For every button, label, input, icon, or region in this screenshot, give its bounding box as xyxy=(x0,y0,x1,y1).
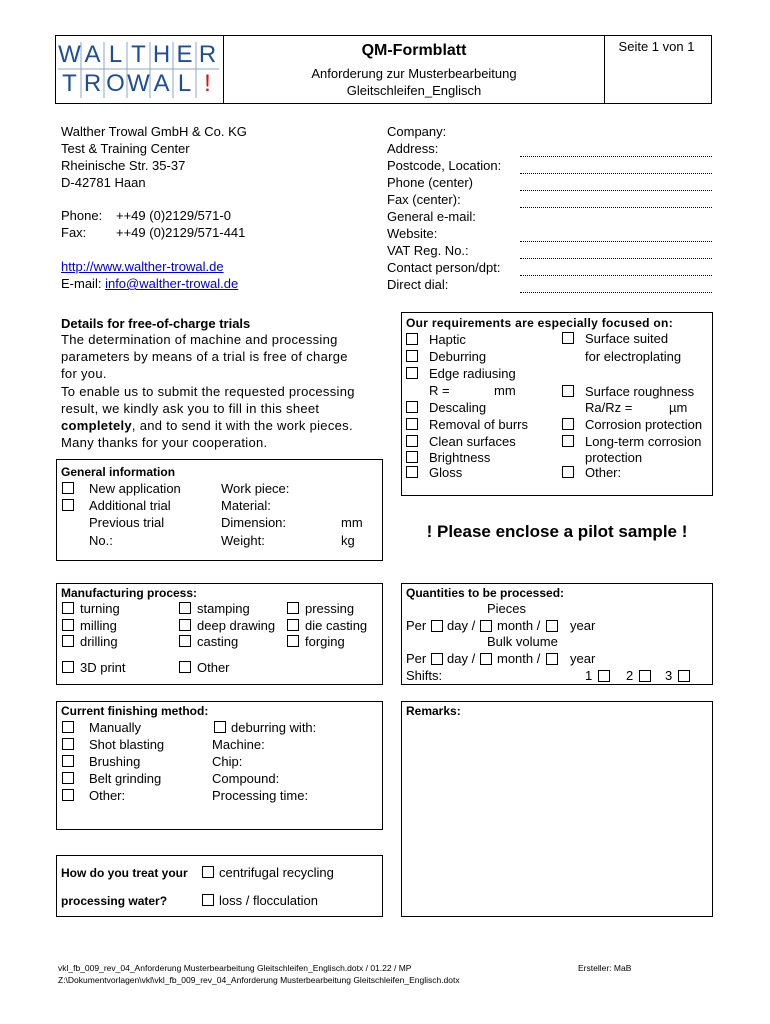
checkbox-surface-roughness[interactable] xyxy=(562,385,574,397)
logo-letter: W xyxy=(58,40,81,68)
fill-line[interactable] xyxy=(520,292,712,293)
checkbox-removal-burrs[interactable] xyxy=(406,418,418,430)
walther-trowal-logo xyxy=(58,40,220,100)
qty-year: year xyxy=(570,651,596,666)
details-line: result, we kindly ask you to fill in this sheet xyxy=(61,400,320,416)
fin-label: Brushing xyxy=(89,754,141,769)
logo-letter: T xyxy=(131,40,146,68)
details-line: To enable us to submit the requested processing xyxy=(61,383,355,399)
logo-letter: L xyxy=(108,40,123,68)
sender-address xyxy=(61,123,247,191)
checkbox-turning[interactable] xyxy=(62,602,74,614)
checkbox-descaling[interactable] xyxy=(406,401,418,413)
field-label-contact: Contact person/dpt: xyxy=(387,260,501,275)
checkbox-bulk-year[interactable] xyxy=(546,653,558,665)
checkbox-deburring[interactable] xyxy=(406,350,418,362)
field-label-direct-dial: Direct dial: xyxy=(387,277,449,292)
checkbox-drilling[interactable] xyxy=(62,635,74,647)
r-unit: mm xyxy=(494,383,516,398)
shift-1-label: 1 xyxy=(585,668,593,683)
qty-bulk: Bulk volume xyxy=(487,634,558,649)
checkbox-long-term-corrosion[interactable] xyxy=(562,435,574,447)
checkbox-manually[interactable] xyxy=(62,721,74,733)
footer-creator: Ersteller: MaB xyxy=(578,963,632,973)
logo-letter: R xyxy=(198,40,217,68)
qty-month: month / xyxy=(497,651,541,666)
checkbox-brightness[interactable] xyxy=(406,451,418,463)
checkbox-haptic[interactable] xyxy=(406,333,418,345)
website-link[interactable]: http://www.walther-trowal.de xyxy=(61,259,224,274)
phone-value: ++49 (0)2129/571-0 xyxy=(116,208,231,223)
sender-line: Walther Trowal GmbH & Co. KG xyxy=(61,124,247,139)
mfg-label: pressing xyxy=(305,601,355,616)
fin-label: Belt grinding xyxy=(89,771,162,786)
checkbox-pressing[interactable] xyxy=(287,602,299,614)
fin-label: deburring with: xyxy=(231,720,317,735)
checkbox-shot-blasting[interactable] xyxy=(62,738,74,750)
phone-label: Phone: xyxy=(61,208,103,223)
qty-pieces: Pieces xyxy=(487,601,527,616)
requirements-heading: Our requirements are especially focused on: xyxy=(406,316,673,330)
fill-line[interactable] xyxy=(520,258,712,259)
checkbox-other-req[interactable] xyxy=(562,466,574,478)
general-label: No.: xyxy=(89,533,113,548)
req-label: Corrosion protection xyxy=(585,417,703,432)
qty-shifts: Shifts: xyxy=(406,668,443,683)
general-label: Material: xyxy=(221,498,271,513)
checkbox-shift-2[interactable] xyxy=(639,670,651,682)
sender-line: Test & Training Center xyxy=(61,141,190,156)
fill-line[interactable] xyxy=(520,173,712,174)
form-subtitle-1: Anforderung zur Musterbearbeitung xyxy=(311,66,517,81)
logo-letter: W xyxy=(127,69,150,97)
general-label: New application xyxy=(89,481,181,496)
details-line: Many thanks for your cooperation. xyxy=(61,435,268,451)
details-bold: completely xyxy=(61,418,132,434)
logo-letter: E xyxy=(176,40,193,68)
logo-letter: A xyxy=(84,40,101,68)
logo-letter: R xyxy=(83,69,102,97)
general-unit: mm xyxy=(341,515,363,530)
form-title: QM-Formblatt xyxy=(361,42,467,59)
req-label: Removal of burrs xyxy=(429,417,528,432)
fin-label: Manually xyxy=(89,720,142,735)
req-label: protection xyxy=(585,450,643,465)
checkbox-centrifugal-recycling[interactable] xyxy=(202,866,214,878)
general-heading: General information xyxy=(61,465,176,479)
company-fields xyxy=(387,123,501,293)
fill-line[interactable] xyxy=(520,190,712,191)
shift-2-label: 2 xyxy=(626,668,634,683)
logo-letter: T xyxy=(62,69,77,97)
fin-label: Shot blasting xyxy=(89,737,165,752)
mfg-label: casting xyxy=(197,634,239,649)
checkbox-shift-1[interactable] xyxy=(598,670,610,682)
shift-3-label: 3 xyxy=(665,668,673,683)
checkbox-new-application[interactable] xyxy=(62,482,74,494)
mfg-label: milling xyxy=(80,618,117,633)
checkbox-other-finishing[interactable] xyxy=(62,789,74,801)
manufacturing-heading: Manufacturing process: xyxy=(61,586,198,600)
fill-line[interactable] xyxy=(520,156,712,157)
fill-line[interactable] xyxy=(520,241,712,242)
checkbox-stamping[interactable] xyxy=(179,602,191,614)
qty-year: year xyxy=(570,618,596,633)
req-label: Brightness xyxy=(429,450,491,465)
remarks-heading: Remarks: xyxy=(406,704,461,718)
general-label: Dimension: xyxy=(221,515,287,530)
footer-filename: vkl_fb_009_rev_04_Anforderung Musterbearbeitung Gleitschleifen_Englisch.dotx / 01.22 / MP xyxy=(58,963,412,973)
req-label: Haptic xyxy=(429,332,466,347)
field-label-website: Website: xyxy=(387,226,438,241)
checkbox-pieces-day[interactable] xyxy=(431,620,443,632)
water-question-2: processing water? xyxy=(61,894,168,908)
checkbox-forging[interactable] xyxy=(287,635,299,647)
mfg-label: stamping xyxy=(197,601,250,616)
water-option: loss / flocculation xyxy=(219,893,318,908)
checkbox-other-mfg[interactable] xyxy=(179,661,191,673)
email-link[interactable]: info@walther-trowal.de xyxy=(105,276,239,291)
logo-letter: L xyxy=(177,69,192,97)
req-label: Deburring xyxy=(429,349,487,364)
remarks-box[interactable] xyxy=(401,701,713,917)
logo-grid xyxy=(58,40,220,100)
qty-month: month / xyxy=(497,618,541,633)
details-line: for you. xyxy=(61,366,107,382)
ra-label: Ra/Rz = xyxy=(585,400,633,415)
website-link-row xyxy=(61,259,224,275)
qty-per: Per xyxy=(406,618,427,633)
sender-line: Rheinische Str. 35-37 xyxy=(61,158,186,173)
water-question-1: How do you treat your xyxy=(61,866,188,880)
general-label: Weight: xyxy=(221,533,265,548)
details-heading: Details for free-of-charge trials xyxy=(61,316,251,331)
checkbox-surface-electroplating[interactable] xyxy=(562,332,574,344)
req-label: Edge radiusing xyxy=(429,366,516,381)
qty-day: day / xyxy=(447,651,476,666)
checkbox-additional-trial[interactable] xyxy=(62,499,74,511)
mfg-label: turning xyxy=(80,601,120,616)
email-label: E-mail: xyxy=(61,276,102,291)
checkbox-gloss[interactable] xyxy=(406,466,418,478)
field-label-email: General e-mail: xyxy=(387,209,476,224)
fax-value: ++49 (0)2129/571-441 xyxy=(116,225,246,240)
req-label: Descaling xyxy=(429,400,487,415)
fin-label: Other: xyxy=(89,788,126,803)
general-label: Additional trial xyxy=(89,498,171,513)
logo-letter: H xyxy=(152,40,171,68)
req-label: Other: xyxy=(585,465,622,480)
req-label: Surface roughness xyxy=(585,384,695,399)
checkbox-clean-surfaces[interactable] xyxy=(406,435,418,447)
details-line: parameters by means of a trial is free of charge xyxy=(61,349,348,365)
field-label-address: Address: xyxy=(387,141,439,156)
checkbox-pieces-month[interactable] xyxy=(480,620,492,632)
quantities-heading: Quantities to be processed: xyxy=(406,586,565,600)
general-label: Previous trial xyxy=(89,515,165,530)
email-row xyxy=(61,276,238,292)
fin-field: Machine: xyxy=(212,737,265,752)
checkbox-casting[interactable] xyxy=(179,635,191,647)
qty-day: day / xyxy=(447,618,476,633)
checkbox-bulk-month[interactable] xyxy=(480,653,492,665)
checkbox-corrosion[interactable] xyxy=(562,418,574,430)
checkbox-shift-3[interactable] xyxy=(678,670,690,682)
general-label: Work piece: xyxy=(221,481,290,496)
req-label: Surface suited xyxy=(585,331,669,346)
details-line xyxy=(61,417,355,434)
general-unit: kg xyxy=(341,533,355,548)
mfg-label: drilling xyxy=(80,634,118,649)
field-label-phone: Phone (center) xyxy=(387,175,473,190)
form-subtitle-2: Gleitschleifen_Englisch xyxy=(346,83,482,98)
fin-field: Compound: xyxy=(212,771,280,786)
footer-path: Z:\Dokumentvorlagen\vkl\vkl_fb_009_rev_04_Anforderung Musterbearbeitung Gleitschleifen_Englisch.dotx xyxy=(58,975,460,985)
field-label-company: Company: xyxy=(387,124,447,139)
fax-label: Fax: xyxy=(61,225,87,240)
checkbox-brushing[interactable] xyxy=(62,755,74,767)
fin-field: Chip: xyxy=(212,754,243,769)
checkbox-deep-drawing[interactable] xyxy=(179,619,191,631)
r-label: R = xyxy=(429,383,450,398)
req-label: for electroplating xyxy=(585,349,682,364)
logo-letter: A xyxy=(153,69,170,97)
details-text xyxy=(61,331,355,451)
req-label: Gloss xyxy=(429,465,463,480)
mfg-label: deep drawing xyxy=(197,618,276,633)
details-line: The determination of machine and processing xyxy=(61,332,338,347)
finishing-heading: Current finishing method: xyxy=(61,704,209,718)
logo-letter: ! xyxy=(204,69,211,97)
ra-unit: µm xyxy=(669,400,688,415)
checkbox-bulk-day[interactable] xyxy=(431,653,443,665)
fin-field: Processing time: xyxy=(212,788,309,803)
details-rest: , and to send it with the work pieces. xyxy=(131,418,353,434)
fill-line[interactable] xyxy=(520,275,712,276)
req-label: Long-term corrosion xyxy=(585,434,702,449)
checkbox-pieces-year[interactable] xyxy=(546,620,558,632)
logo-letter: O xyxy=(106,69,125,97)
req-label: Clean surfaces xyxy=(429,434,516,449)
checkbox-3d-print[interactable] xyxy=(62,661,74,673)
checkbox-belt-grinding[interactable] xyxy=(62,772,74,784)
fill-line[interactable] xyxy=(520,207,712,208)
field-label-postcode: Postcode, Location: xyxy=(387,158,502,173)
mfg-label: forging xyxy=(305,634,345,649)
checkbox-loss-flocculation[interactable] xyxy=(202,894,214,906)
checkbox-milling[interactable] xyxy=(62,619,74,631)
field-label-vat: VAT Reg. No.: xyxy=(387,243,469,258)
mfg-label: 3D print xyxy=(80,660,126,675)
checkbox-edge-radiusing[interactable] xyxy=(406,367,418,379)
pilot-sample-notice: ! Please enclose a pilot sample ! xyxy=(426,522,688,541)
checkbox-deburring-with[interactable] xyxy=(214,721,226,733)
page-number: Seite 1 von 1 xyxy=(618,39,695,54)
mfg-label: die casting xyxy=(305,618,368,633)
field-label-fax: Fax (center): xyxy=(387,192,461,207)
mfg-label: Other xyxy=(197,660,230,675)
water-option: centrifugal recycling xyxy=(219,865,334,880)
sender-line: D-42781 Haan xyxy=(61,175,146,190)
checkbox-die-casting[interactable] xyxy=(287,619,299,631)
qty-per: Per xyxy=(406,651,427,666)
